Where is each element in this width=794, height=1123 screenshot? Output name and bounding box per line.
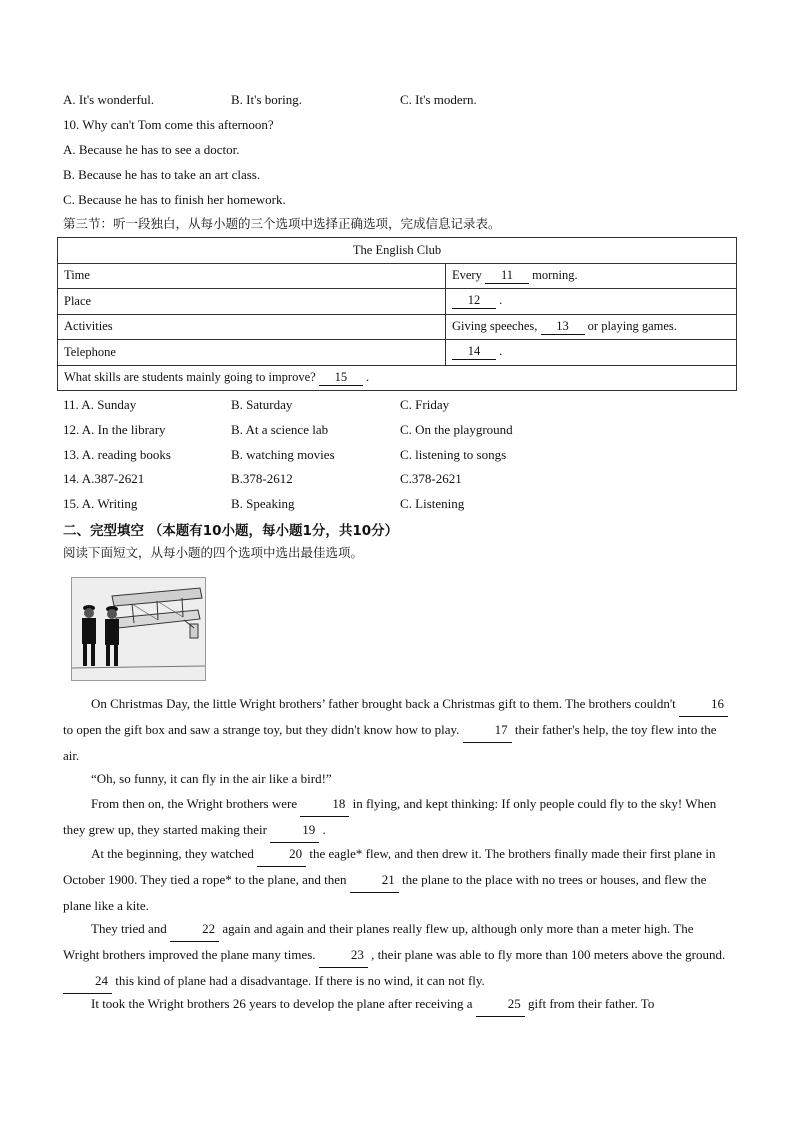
wright-brothers-photo — [71, 577, 206, 681]
q14-option-b: B.378-2612 — [231, 471, 293, 486]
blank-21[interactable]: 21 — [350, 867, 399, 893]
passage-text: again and again and their planes really flew up, although only more than a meter high. The Wright brothers improved the plane many times. — [63, 921, 694, 962]
passage-paragraph-3 — [63, 791, 731, 843]
q12-option-b: B. At a science lab — [231, 422, 329, 437]
value-text: morning. — [532, 267, 578, 282]
q13-option-b: B. watching movies — [231, 447, 335, 462]
section3-instruction: 第三节：听一段独白，从每小题的三个选项中选择正确选项，完成信息记录表。 — [63, 216, 501, 231]
blank-25[interactable]: 25 — [476, 991, 525, 1017]
row-value — [446, 340, 737, 366]
row-label: Place — [58, 289, 446, 315]
blank-22[interactable]: 22 — [170, 916, 219, 942]
q12-option-c: C. On the playground — [400, 422, 513, 437]
passage-text: On Christmas Day, the little Wright brothers’ father brought back a Christmas gift to them. The brothers couldn't — [91, 696, 676, 711]
blank-24[interactable]: 24 — [63, 968, 112, 994]
value-text: Giving speeches, — [452, 318, 538, 333]
q9-option-a: A. It's wonderful. — [63, 92, 155, 107]
passage-text: . — [322, 822, 326, 837]
value-text: or playing games. — [587, 318, 677, 333]
q15-option-c: C. Listening — [400, 496, 465, 511]
passage-text: to open the gift box and saw a strange toy, but they didn't know how to play. — [63, 722, 460, 737]
value-text: Every — [452, 267, 482, 282]
part2-instruction: 阅读下面短文，从每小题的四个选项中选出最佳选项。 — [63, 545, 364, 560]
blank-11[interactable]: 11 — [485, 268, 529, 284]
passage-paragraph-2 — [63, 766, 731, 791]
q15-option-a: 15. A. Writing — [63, 496, 138, 511]
table-row — [58, 289, 737, 315]
blank-12[interactable]: 12 — [452, 293, 496, 309]
question-text: What skills are students mainly going to improve? — [64, 369, 316, 384]
passage-text: the eagle* flew, and then drew it. The brothers finally made their first plane in October 1900. They tied a rope* to the plane, and then — [63, 846, 716, 887]
table-row — [58, 263, 737, 289]
passage-text: They tried and — [91, 921, 167, 936]
passage-text: From then on, the Wright brothers were — [91, 796, 298, 811]
passage-text: their father's help, the toy flew into the air. — [63, 722, 717, 763]
blank-20[interactable]: 20 — [257, 841, 306, 867]
info-record-table — [57, 237, 737, 391]
q12-option-a: 12. A. In the library — [63, 422, 166, 437]
passage-text: , their plane was able to fly more than 100 meters above the ground. — [371, 947, 726, 962]
row-question — [58, 365, 737, 391]
table-row — [58, 365, 737, 391]
passage-text: the plane to the place with no trees or houses, and flew the plane like a kite. — [63, 872, 707, 913]
q14-option-a: 14. A.387-2621 — [63, 471, 145, 486]
row-value — [446, 289, 737, 315]
blank-14[interactable]: 14 — [452, 344, 496, 360]
passage-paragraph-4 — [63, 841, 731, 918]
row-label: Time — [58, 263, 446, 289]
q10-option-a: A. Because he has to see a doctor. — [63, 142, 240, 157]
q14-option-c: C.378-2621 — [400, 471, 462, 486]
q11-option-b: B. Saturday — [231, 397, 293, 412]
q15-option-b: B. Speaking — [231, 496, 295, 511]
q13-option-a: 13. A. reading books — [63, 447, 171, 462]
blank-23[interactable]: 23 — [319, 942, 368, 968]
q9-option-b: B. It's boring. — [231, 92, 302, 107]
q13-option-c: C. listening to songs — [400, 447, 507, 462]
q10-question: 10. Why can't Tom come this afternoon? — [63, 117, 274, 132]
q11-option-c: C. Friday — [400, 397, 450, 412]
blank-17[interactable]: 17 — [463, 717, 512, 743]
q11-option-a: 11. A. Sunday — [63, 397, 137, 412]
blank-15[interactable]: 15 — [319, 370, 363, 386]
passage-paragraph-6 — [63, 991, 731, 1017]
table-row — [58, 314, 737, 340]
q10-option-b: B. Because he has to take an art class. — [63, 167, 261, 182]
blank-13[interactable]: 13 — [541, 319, 585, 335]
q9-option-c: C. It's modern. — [400, 92, 477, 107]
passage-text: It took the Wright brothers 26 years to develop the plane after receiving a — [91, 996, 473, 1011]
blank-18[interactable]: 18 — [300, 791, 349, 817]
passage-text: in flying, and kept thinking: If only people could fly to the sky! When they grew up, they started making their — [63, 796, 717, 837]
passage-text: At the beginning, they watched — [91, 846, 254, 861]
row-label: Telephone — [58, 340, 446, 366]
row-label: Activities — [58, 314, 446, 340]
blank-19[interactable]: 19 — [270, 817, 319, 843]
row-value — [446, 314, 737, 340]
value-text: . — [499, 344, 503, 359]
passage-text: gift from their father. To — [528, 996, 655, 1011]
value-text: . — [499, 293, 503, 308]
table-title: The English Club — [58, 238, 737, 264]
passage-paragraph-5 — [63, 916, 731, 994]
passage-text: this kind of plane had a disadvantage. If there is no wind, it can not fly. — [115, 973, 485, 988]
row-value — [446, 263, 737, 289]
passage-text: “Oh, so funny, it can fly in the air like a bird!” — [91, 771, 332, 786]
q10-option-c: C. Because he has to finish her homework. — [63, 192, 286, 207]
passage-paragraph-1 — [63, 691, 731, 768]
value-text: . — [365, 369, 370, 384]
blank-16[interactable]: 16 — [679, 691, 728, 717]
part2-heading: 二、完型填空 （本题有10小题，每小题1分，共10分） — [63, 523, 399, 539]
table-row — [58, 340, 737, 366]
